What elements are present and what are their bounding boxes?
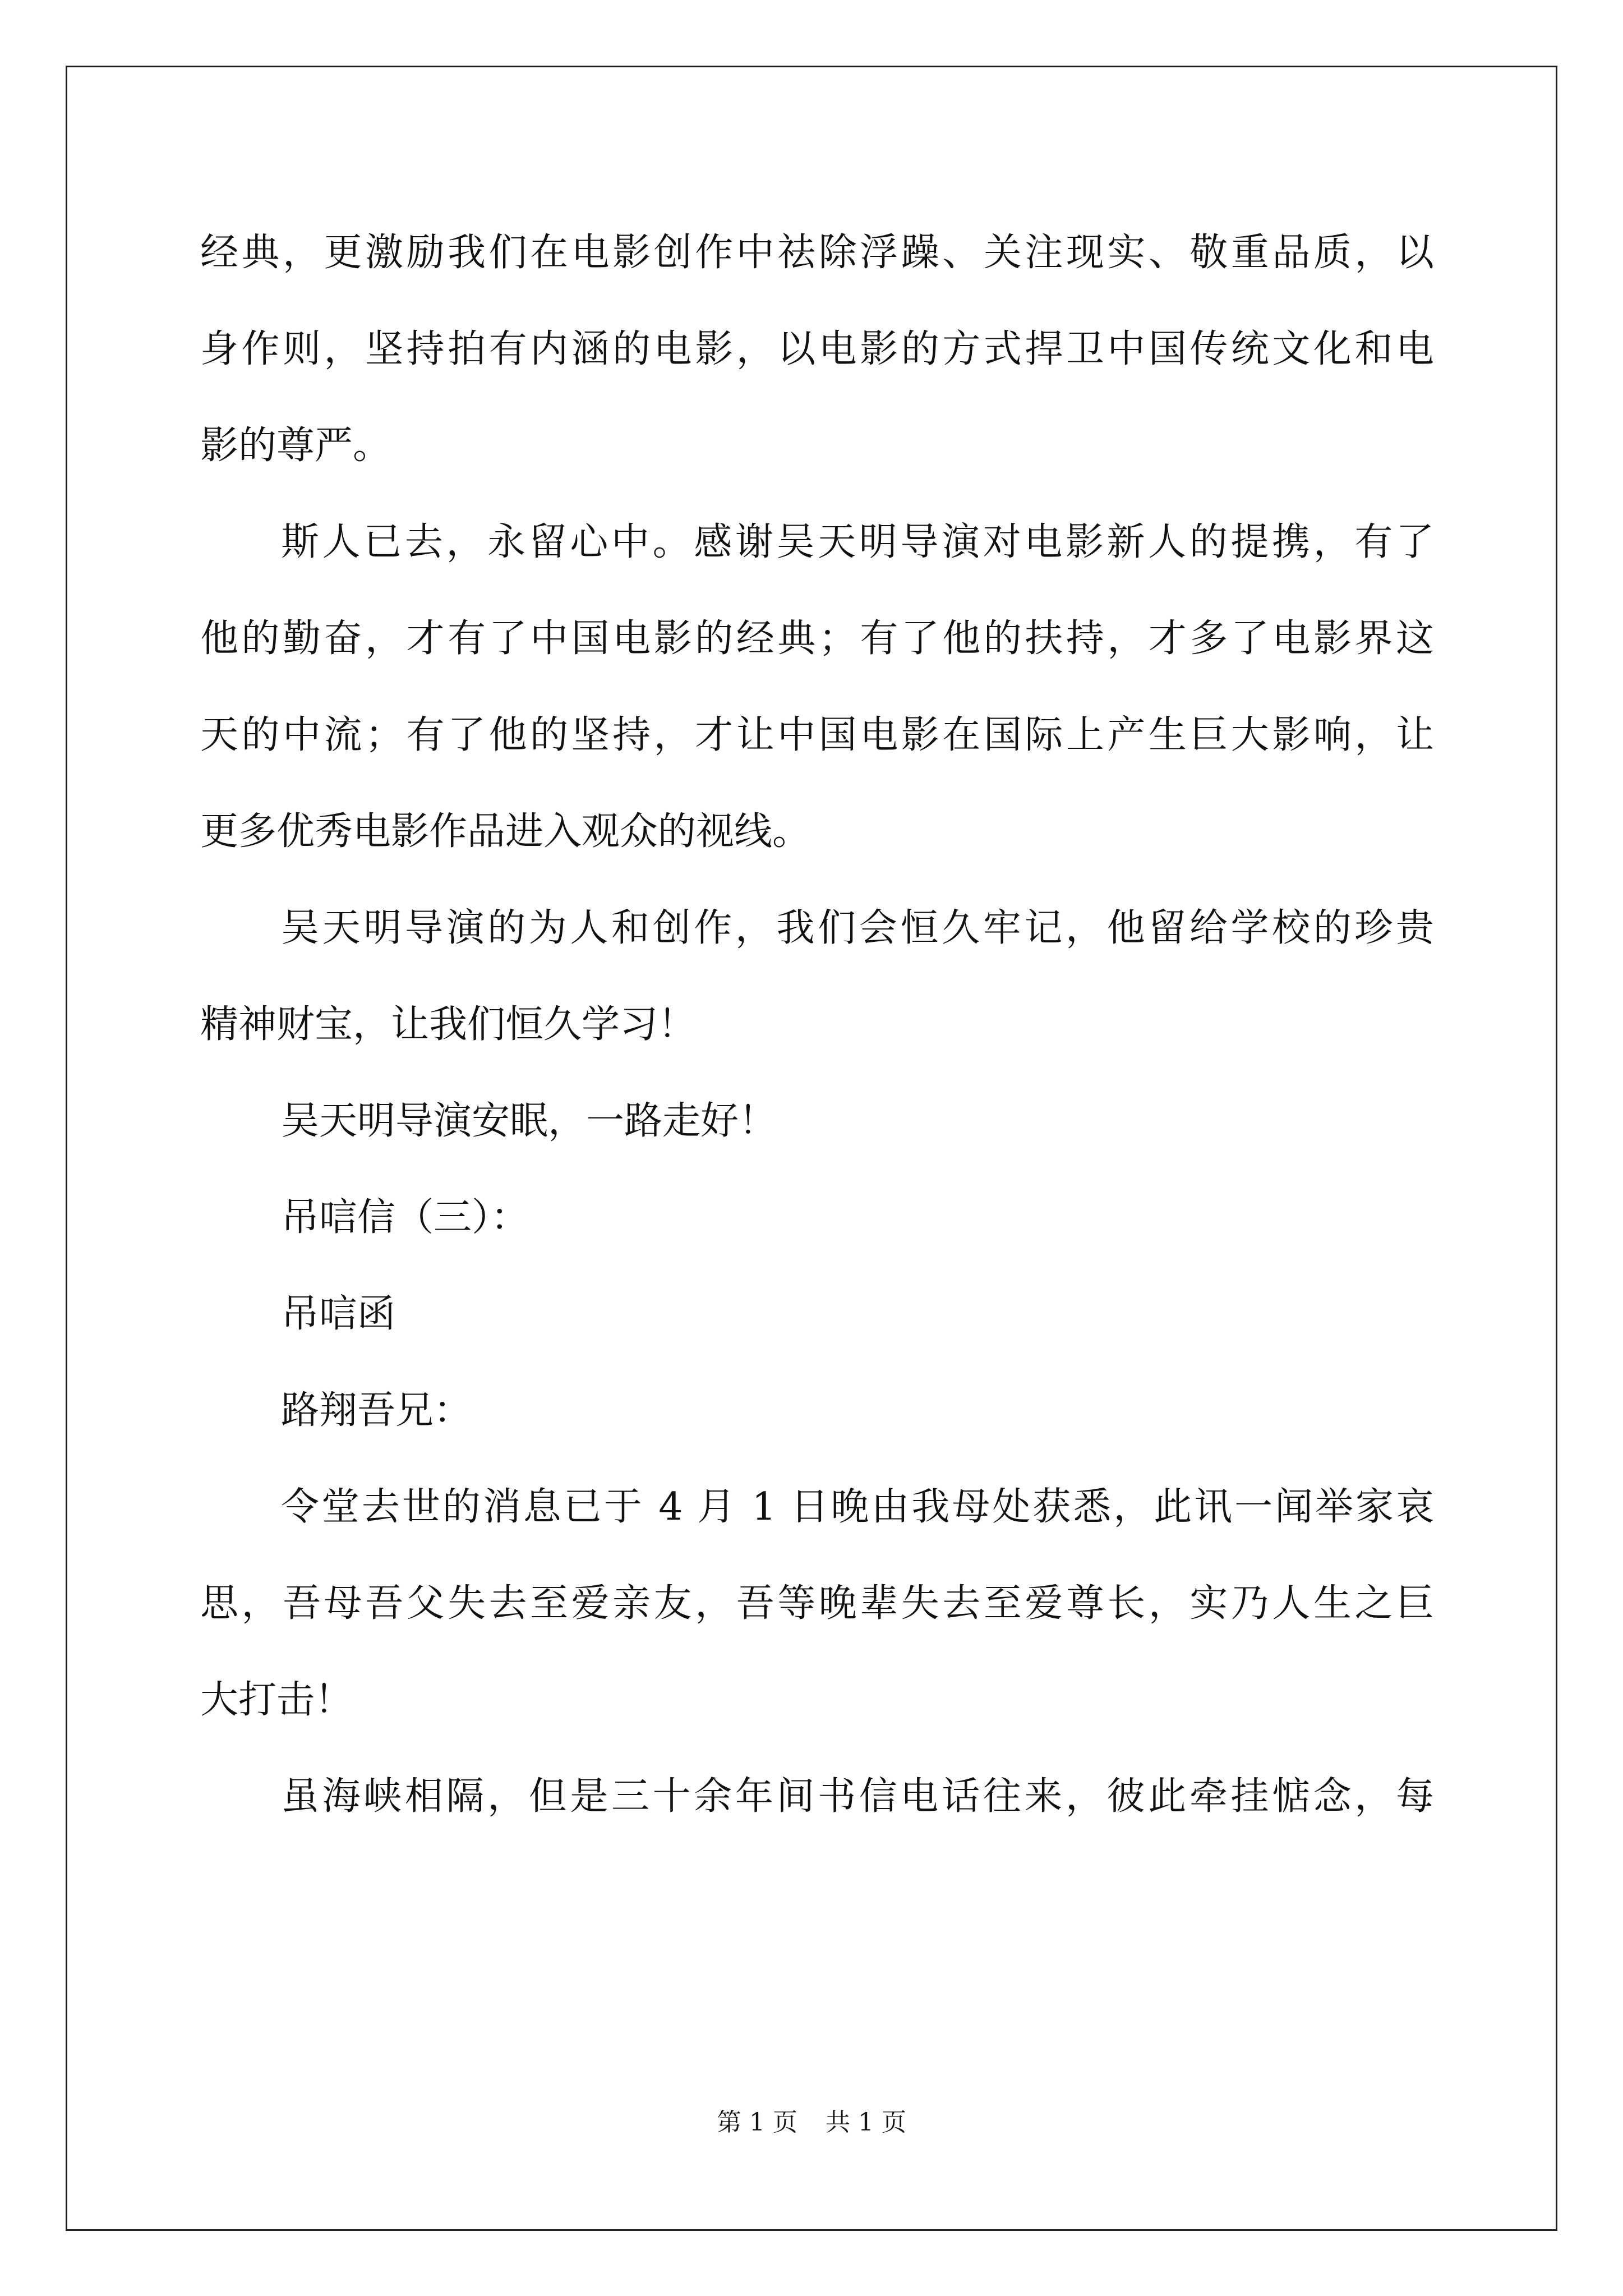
- text-line: 吴天明导演的为人和创作，我们会恒久牢记，他留给学校的珍贵: [281, 906, 1434, 950]
- text-line: 吊唁函: [281, 1292, 396, 1336]
- text-line: 更多优秀电影作品进入观众的视线。: [200, 809, 811, 854]
- text-line: 经典，更激励我们在电影创作中祛除浮躁、关注现实、敬重品质，以: [200, 231, 1434, 275]
- text-line: 令堂去世的消息已于 4 月 1 日晚由我母处获悉，此讯一闻举家哀: [281, 1485, 1434, 1529]
- text-line: 思，吾母吾父失去至爱亲友，吾等晚辈失去至爱尊长，实乃人生之巨: [200, 1581, 1434, 1626]
- text-line: 影的尊严。: [200, 424, 391, 468]
- document-body: [200, 211, 1434, 1851]
- text-line: 他的勤奋，才有了中国电影的经典；有了他的扶持，才多了电影界这: [200, 616, 1434, 661]
- page-footer: [0, 2106, 1623, 2139]
- text-line: 斯人已去，永留心中。感谢吴天明导演对电影新人的提携，有了: [281, 520, 1434, 564]
- text-line: 虽海峡相隔，但是三十余年间书信电话往来，彼此牵挂惦念，每: [281, 1774, 1434, 1819]
- text-line: 吴天明导演安眠，一路走好！: [281, 1099, 777, 1143]
- text-line: 路翔吾兄：: [281, 1388, 472, 1433]
- text-line: 身作则，坚持拍有内涵的电影，以电影的方式捍卫中国传统文化和电: [200, 327, 1434, 371]
- text-line: 精神财宝，让我们恒久学习！: [200, 1002, 697, 1047]
- page-total: 共 1 页: [826, 2108, 906, 2137]
- page-number: 第 1 页: [717, 2108, 797, 2137]
- text-line: 吊唁信（三）：: [281, 1195, 529, 1240]
- text-line: 大打击！: [200, 1678, 353, 1722]
- text-line: 天的中流；有了他的坚持，才让中国电影在国际上产生巨大影响，让: [200, 713, 1434, 757]
